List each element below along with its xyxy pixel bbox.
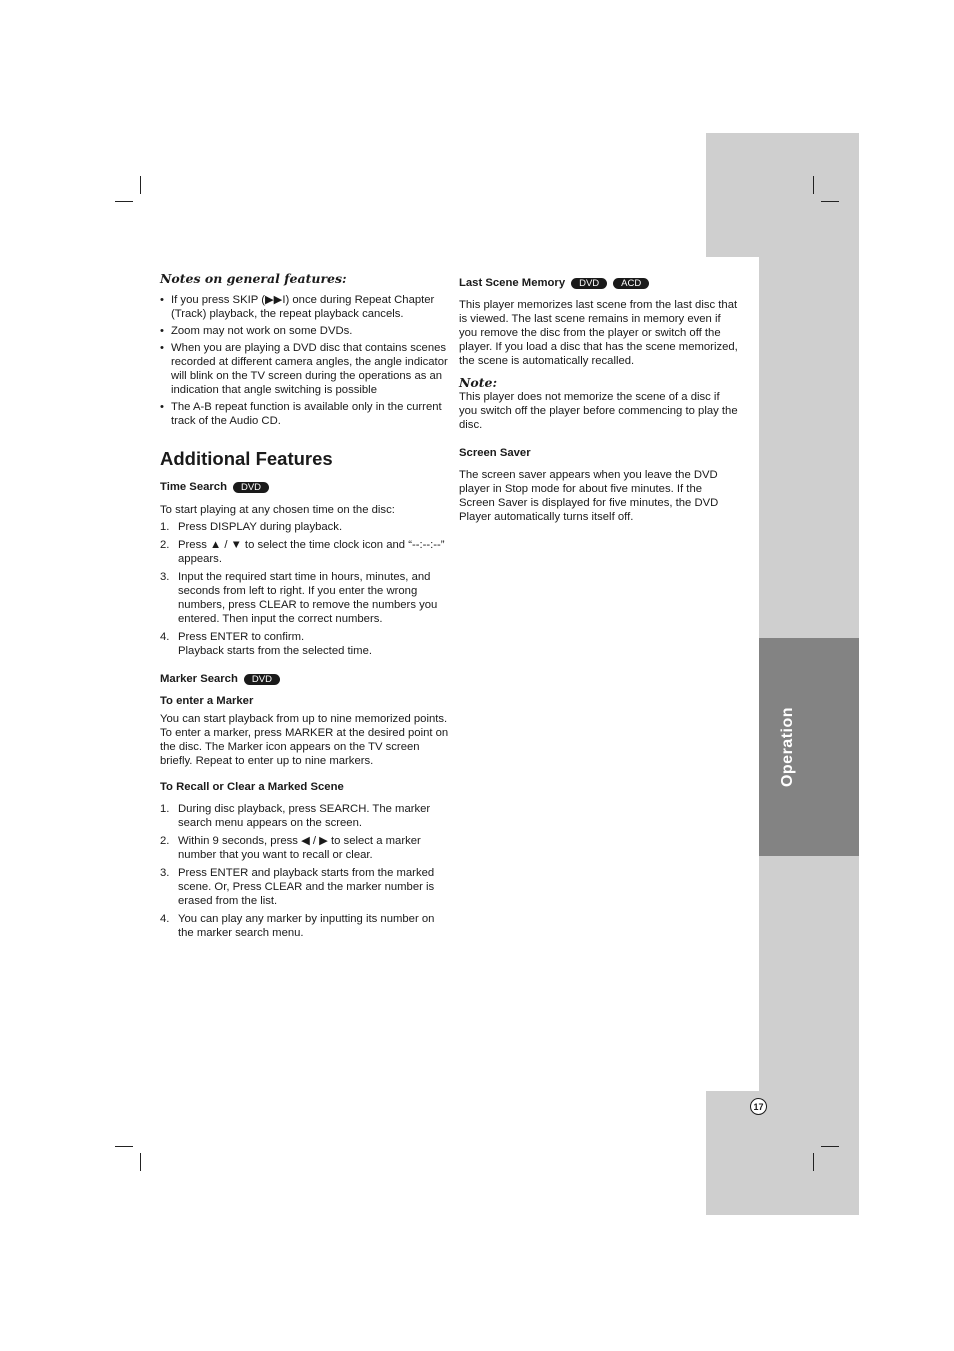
- step-item: 4. You can play any marker by inputting its number on the marker search menu.: [160, 913, 435, 939]
- side-panel-top: [706, 133, 859, 257]
- note-text: This player does not memorize the scene of a disc if you switch off the player before commencing to play the disc.: [459, 391, 738, 431]
- screen-saver-title: Screen Saver: [459, 447, 531, 459]
- crop-mark: [140, 176, 141, 194]
- marker-search-label: Marker Search: [160, 673, 238, 685]
- acd-badge: ACD: [613, 278, 649, 289]
- notes-list: [160, 293, 450, 428]
- step-item: 3. Input the required start time in hours, minutes, and seconds from left to right. If you enter the wrong numbers, press CLEAR to remove the numbers you entered. Then input the correct numbers.: [160, 571, 438, 625]
- time-search-intro: To start playing at any chosen time on the disc:: [160, 504, 395, 516]
- step-item: 4. Press ENTER to confirm. Playback starts from the selected time.: [160, 631, 373, 657]
- recall-marker-title: To Recall or Clear a Marked Scene: [160, 781, 344, 793]
- last-scene-text: This player memorizes last scene from the last disc that is viewed. The last scene remains in memory even if you remove the disc from the player or switch off the player. If you load a disc that has the scene memorized, the scene is automatically recalled.: [459, 299, 738, 367]
- note-title: Note:: [459, 375, 498, 390]
- page-number: 17: [750, 1098, 767, 1115]
- crop-mark: [140, 1153, 141, 1171]
- time-search-label: Time Search: [160, 481, 227, 493]
- screen-saver-text: The screen saver appears when you leave the DVD player in Stop mode for about five minutes. If the Screen Saver is displayed for five minutes, the DVD Player automatically turns itself off.: [459, 469, 719, 523]
- dvd-badge: DVD: [571, 278, 607, 289]
- section-tab-label: Operation: [779, 706, 796, 788]
- list-item: • The A-B repeat function is available only in the current track of the Audio CD.: [160, 400, 450, 428]
- section-tab: [759, 638, 859, 856]
- crop-mark: [813, 176, 814, 194]
- notes-title: Notes on general features:: [160, 271, 347, 286]
- crop-mark: [813, 1153, 814, 1171]
- list-item: • Zoom may not work on some DVDs.: [160, 324, 450, 338]
- dvd-badge: DVD: [244, 674, 280, 685]
- time-search-title: [160, 480, 450, 494]
- marker-search-title: [160, 672, 450, 686]
- dvd-badge: DVD: [233, 482, 269, 493]
- step-item: 2. Within 9 seconds, press ◀ / ▶ to select a marker number that you want to recall or clear.: [160, 835, 421, 861]
- right-column: [459, 272, 739, 524]
- section-heading: Additional Features: [160, 448, 333, 469]
- step-item: 1. Press DISPLAY during playback.: [160, 521, 343, 533]
- side-panel-bottom: [706, 1091, 859, 1215]
- side-panel-lower: [759, 856, 859, 1092]
- crop-mark: [821, 1146, 839, 1147]
- crop-mark: [821, 201, 839, 202]
- last-scene-label: Last Scene Memory: [459, 277, 566, 289]
- enter-marker-text: You can start playback from up to nine memorized points. To enter a marker, press MARKER at the desired point on the disc. The Marker icon appears on the TV screen briefly. Repeat to enter up to nine markers.: [160, 713, 449, 767]
- left-column: [160, 272, 450, 944]
- side-panel-middle: [759, 256, 859, 638]
- step-item: 1. During disc playback, press SEARCH. The marker search menu appears on the screen.: [160, 803, 431, 829]
- last-scene-title: [459, 276, 739, 290]
- step-item: 2. Press ▲ / ▼ to select the time clock icon and “--:--:--” appears.: [160, 539, 445, 565]
- crop-mark: [115, 201, 133, 202]
- list-item: • If you press SKIP (▶▶I) once during Repeat Chapter (Track) playback, the repeat playback cancels.: [160, 293, 450, 321]
- recall-marker-steps: [160, 802, 450, 940]
- enter-marker-title: To enter a Marker: [160, 695, 254, 707]
- list-item: • When you are playing a DVD disc that contains scenes recorded at different camera angles, the angle indicator will blink on the TV screen during the operations as an indication that angle switching is possible: [160, 341, 450, 397]
- step-item: 3. Press ENTER and playback starts from the marked scene. Or, Press CLEAR and the marker number is erased from the list.: [160, 867, 435, 907]
- time-search-steps: [160, 520, 450, 658]
- crop-mark: [115, 1146, 133, 1147]
